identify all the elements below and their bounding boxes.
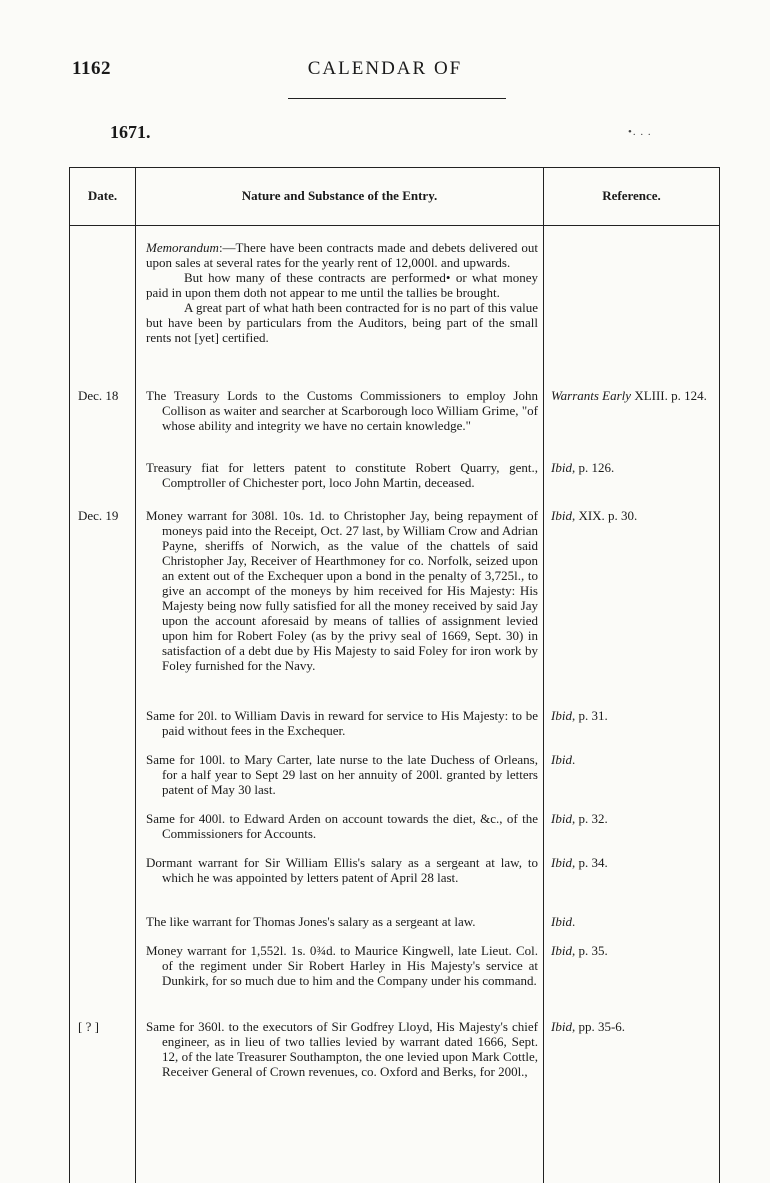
entry-reference	[551, 752, 719, 767]
reference-italic: Ibid	[551, 811, 572, 826]
reference-rest: , p. 35.	[571, 943, 608, 958]
entry-reference	[551, 1019, 719, 1034]
table-top-rule	[69, 167, 720, 168]
table-right-border	[719, 167, 720, 1183]
reference-rest: , XIX. p. 30.	[571, 508, 638, 523]
entry-reference	[551, 508, 719, 523]
entry-text: Money warrant for 308l. 10s. 1d. to Christopher Jay, being repayment of moneys paid into the Receipt, Oct. 27 last, by William Crow and Adrian Payne, sheriffs of Norwich, as the value of the chattels of said Christopher Jay, Receiver of Hearthmoney for co. Norfolk, seized upon an extent out of the Exchequer upon a bond in the penalty of 3,725l., to give an accompt of the moneys by him received for His Majesty: His Majesty being now fully satisfied for all the money received by said Jay upon the account aforesaid by means of tallies of assignment levied upon him for Robert Foley (as by the privy seal of 1669, Sept. 30) in satisfaction of a debt due by His Majesty to said Foley for iron work by Foley furnished for the Navy.	[146, 508, 538, 673]
entry-reference	[551, 388, 719, 403]
entry-reference	[551, 708, 719, 723]
reference-rest: , p. 126.	[571, 460, 615, 475]
head-rule	[288, 98, 506, 99]
reference-italic: Ibid	[551, 752, 572, 767]
reference-rest: .	[571, 752, 576, 767]
entry-date: Dec. 18	[78, 388, 119, 403]
table-header-rule	[69, 225, 720, 226]
entry-text: Money warrant for 1,552l. 1s. 0¾d. to Maurice Kingwell, late Lieut. Col. of the regiment under Sir Robert Harley in His Majesty's service at Dunkirk, for so much due to him and the Company under his command.	[146, 943, 538, 988]
reference-rest: , p. 32.	[571, 811, 608, 826]
entry-date: Dec. 19	[78, 508, 119, 523]
page-number: 1162	[72, 58, 111, 79]
entry-reference	[551, 914, 719, 929]
memorandum-paragraph-2: But how many of these contracts are performed• or what money paid in upon them doth not appear to me until the tallies be brought.	[146, 270, 538, 300]
reference-rest: XLIII. p. 124.	[631, 388, 707, 403]
running-head: CALENDAR OF	[307, 58, 463, 79]
reference-italic: Ibid	[551, 508, 572, 523]
reference-italic: Ibid	[551, 943, 572, 958]
entry-text: Same for 360l. to the executors of Sir Godfrey Lloyd, His Majesty's chief engineer, as in lieu of two tallies levied by warrant dated 1666, Sept. 12, of the late Treasurer Southampton, the one levied upon Mark Cottle, Receiver General of Crown revenues, co. Oxford and Berks, for 200l.,	[146, 1019, 538, 1079]
memorandum-entry	[146, 240, 538, 345]
entry-text: The Treasury Lords to the Customs Commissioners to employ John Collison as waiter and searcher at Scarborough loco William Grime, "of whose ability and integrity we have no certain knowledge."	[146, 388, 538, 433]
table-left-border	[69, 167, 70, 1183]
entry-reference	[551, 811, 719, 826]
entry-reference	[551, 460, 719, 475]
margin-mark: •. . .	[628, 126, 652, 138]
reference-italic: Ibid	[551, 1019, 572, 1034]
reference-rest: , p. 34.	[571, 855, 608, 870]
entry-reference	[551, 855, 719, 870]
entry-text: The like warrant for Thomas Jones's salary as a sergeant at law.	[146, 914, 476, 929]
reference-italic: Warrants Early	[551, 388, 632, 403]
entry-text: Same for 100l. to Mary Carter, late nurse to the late Duchess of Orleans, for a half year to Sept 29 last on her annuity of 200l. granted by letters patent of May 30 last.	[146, 752, 538, 797]
entry-date: [ ? ]	[78, 1019, 99, 1034]
header-nature: Nature and Substance of the Entry.	[241, 188, 438, 203]
reference-italic: Ibid	[551, 914, 572, 929]
reference-column-divider	[543, 167, 544, 1183]
entry-text: Same for 400l. to Edward Arden on account towards the diet, &c., of the Commissioners for Accounts.	[146, 811, 538, 841]
date-column-divider	[135, 167, 136, 1183]
year-heading: 1671.	[110, 122, 151, 142]
header-date: Date.	[87, 188, 118, 203]
reference-italic: Ibid	[551, 708, 572, 723]
entry-reference	[551, 943, 719, 958]
reference-rest: , p. 31.	[571, 708, 608, 723]
reference-rest: .	[571, 914, 576, 929]
memorandum-paragraph-3: A great part of what hath been contracted for is no part of this value but have been by particulars from the Auditors, being part of the small rents not [yet] certified.	[146, 300, 538, 345]
reference-rest: , pp. 35-6.	[571, 1019, 626, 1034]
reference-italic: Ibid	[551, 855, 572, 870]
header-reference: Reference.	[602, 188, 661, 203]
entry-text: Same for 20l. to William Davis in reward for service to His Majesty: to be paid without fees in the Exchequer.	[146, 708, 538, 738]
reference-italic: Ibid	[551, 460, 572, 475]
entry-text: Dormant warrant for Sir William Ellis's salary as a sergeant at law, to which he was appointed by letters patent of April 28 last.	[146, 855, 538, 885]
entry-text: Treasury fiat for letters patent to constitute Robert Quarry, gent., Comptroller of Chichester port, loco John Martin, deceased.	[146, 460, 538, 490]
memorandum-text: :—There have been contracts made and debets delivered out upon sales at several rates for the yearly rent of 12,000l. and upwards.	[146, 240, 538, 270]
memorandum-label: Memorandum	[146, 240, 219, 255]
